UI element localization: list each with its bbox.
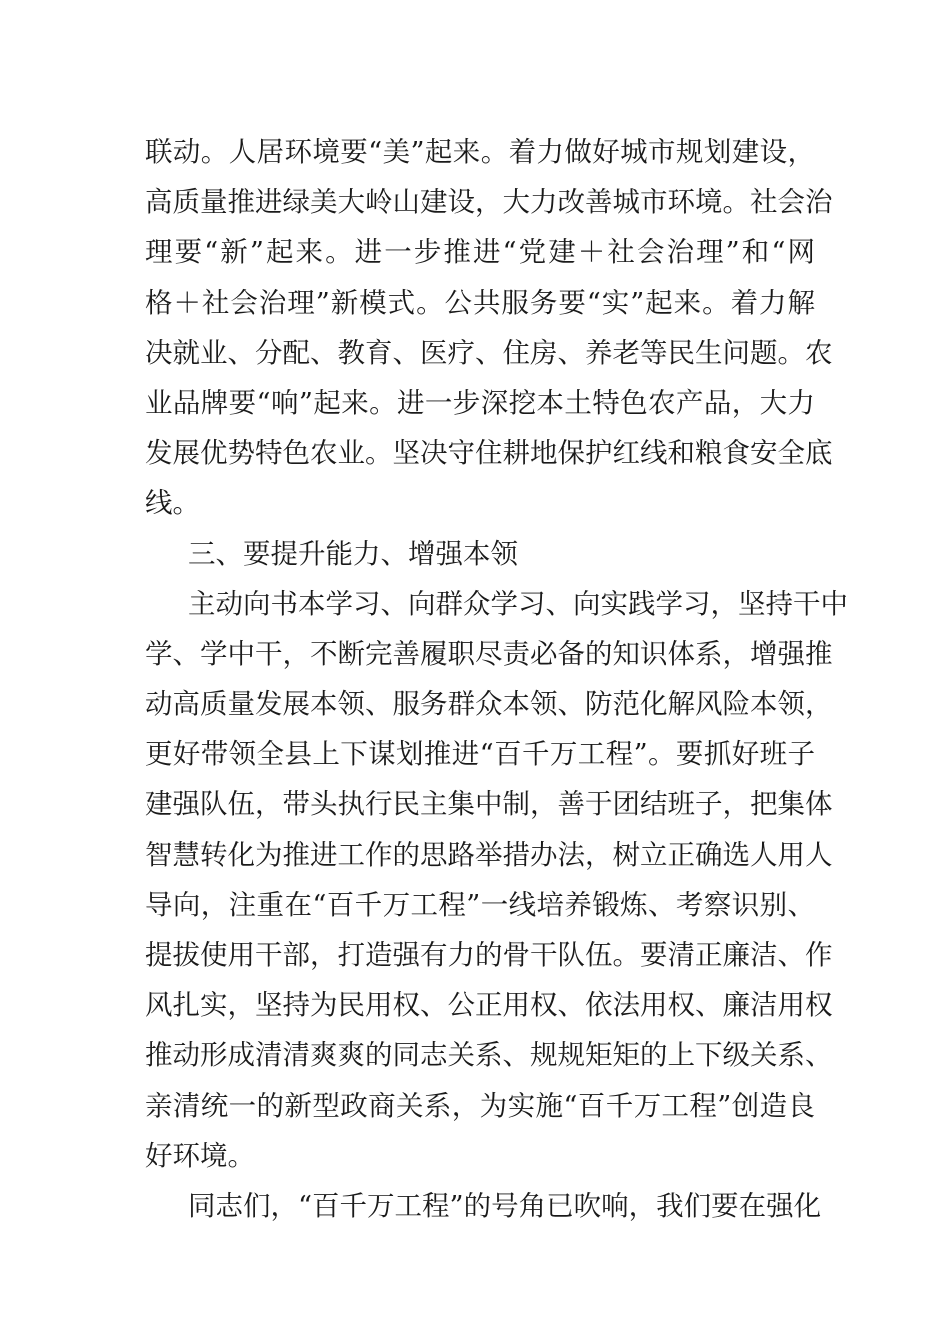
section-heading bbox=[145, 529, 815, 579]
text-line: 主动向书本学习、向群众学习、向实践学习，坚持干中 bbox=[188, 587, 848, 620]
text-line: 决就业、分配、教育、医疗、住房、养老等民生问题。农 bbox=[145, 336, 833, 369]
text-line: 建强队伍，带头执行民主集中制，善于团结班子，把集体 bbox=[145, 788, 833, 821]
text-line: 动高质量发展本领、服务群众本领、防范化解风险本领， bbox=[145, 688, 833, 721]
text-line: 业品牌要“响”起来。进一步深挖本土特色农产品，大力 bbox=[145, 386, 815, 419]
text-line: 联动。人居环境要“美”起来。着力做好城市规划建设， bbox=[145, 136, 815, 168]
heading-line: 三、要提升能力、增强本领 bbox=[188, 537, 518, 570]
text-line: 风扎实，坚持为民用权、公正用权、依法用权、廉洁用权 bbox=[145, 989, 833, 1022]
text-line: 好环境。 bbox=[145, 1139, 255, 1172]
text-line: 理要“新”起来。进一步推进“党建＋社会治理”和“网 bbox=[145, 236, 815, 269]
text-line: 学、学中干，不断完善履职尽责必备的知识体系，增强推 bbox=[145, 637, 833, 670]
text-line: 提拔使用干部，打造强有力的骨干队伍。要清正廉洁、作 bbox=[145, 939, 833, 971]
paragraph-capability bbox=[145, 579, 848, 1181]
paragraph-closing bbox=[145, 1181, 822, 1231]
text-line: 亲清统一的新型政商关系，为实施“百千万工程”创造良 bbox=[145, 1089, 815, 1122]
text-line: 格＋社会治理”新模式。公共服务要“实”起来。着力解 bbox=[145, 286, 815, 319]
text-line: 同志们，“百千万工程”的号角已吹响，我们要在强化 bbox=[188, 1189, 822, 1222]
text-line: 推动形成清清爽爽的同志关系、规规矩矩的上下级关系、 bbox=[145, 1039, 833, 1072]
text-line: 导向，注重在“百千万工程”一线培养锻炼、考察识别、 bbox=[145, 888, 815, 921]
document-body bbox=[145, 127, 848, 1231]
text-line: 线。 bbox=[145, 487, 200, 520]
text-line: 高质量推进绿美大岭山建设，大力改善城市环境。社会治 bbox=[145, 186, 833, 219]
text-line: 发展优势特色农业。坚决守住耕地保护红线和粮食安全底 bbox=[145, 437, 833, 470]
text-line: 更好带领全县上下谋划推进“百千万工程”。要抓好班子 bbox=[145, 738, 815, 771]
paragraph-livelihood bbox=[145, 127, 833, 529]
text-line: 智慧转化为推进工作的思路举措办法，树立正确选人用人 bbox=[145, 838, 833, 871]
